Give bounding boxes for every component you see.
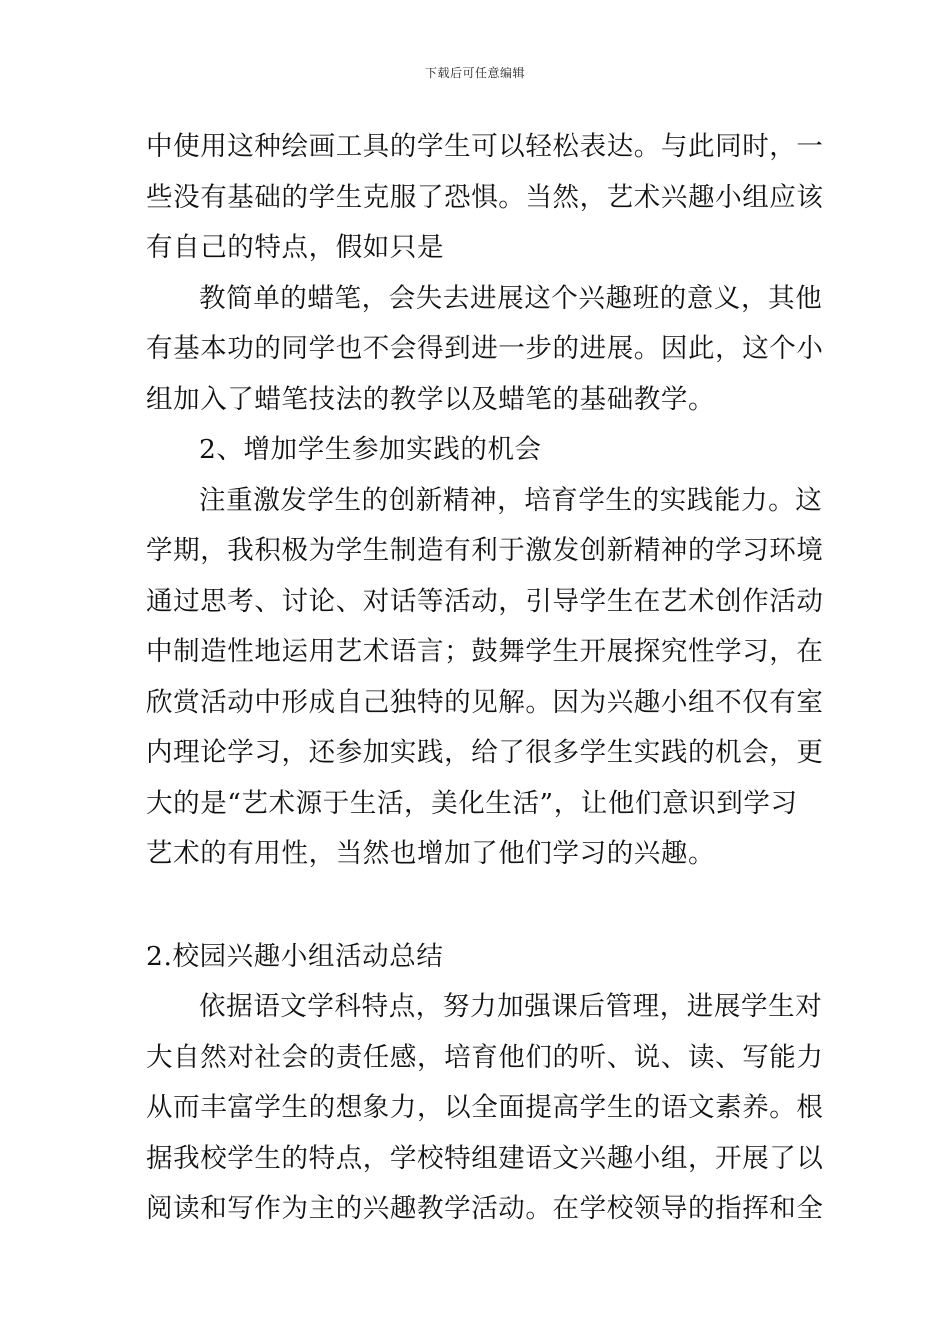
- text-line: 据我校学生的特点，学校特组建语文兴趣小组，开展了以: [146, 1142, 824, 1174]
- text-line: 中使用这种绘画工具的学生可以轻松表达。与此同时，一: [146, 131, 824, 162]
- page-header: 下载后可任意编辑: [424, 66, 525, 80]
- subheading: 2、增加学生参加实践的机会: [199, 434, 542, 465]
- text-line: 教简单的蜡笔，会失去进展这个兴趣班的意义，其他: [199, 282, 823, 314]
- text-line: 欣赏活动中形成自己独特的见解。因为兴趣小组不仅有室: [146, 686, 824, 718]
- text-line: 学期，我积极为学生制造有利于激发创新精神的学习环境: [146, 535, 824, 566]
- text-line: 内理论学习，还参加实践，给了很多学生实践的机会，更: [146, 737, 824, 768]
- text-line: 依据语文学科特点，努力加强课后管理，进展学生对: [199, 991, 823, 1022]
- text-line: 通过思考、讨论、对话等活动，引导学生在艺术创作活动: [146, 585, 824, 617]
- paragraph-1: [146, 122, 824, 274]
- text-line: 有自己的特点，假如只是: [146, 232, 445, 263]
- paragraph-3: [146, 476, 824, 880]
- section-heading: 2.校园兴趣小组活动总结: [146, 940, 444, 972]
- document-body: [146, 122, 824, 1235]
- text-line: 从而丰富学生的想象力，以全面提高学生的语文素养。根: [146, 1092, 824, 1123]
- paragraph-2: [146, 274, 824, 426]
- text-line: 大的是“艺术源于生活，美化生活”，让他们意识到学习: [146, 787, 798, 819]
- paragraph-4: [146, 982, 824, 1235]
- text-line: 注重激发学生的创新精神，培育学生的实践能力。这: [199, 484, 823, 516]
- text-line: 组加入了蜡笔技法的教学以及蜡笔的基础教学。: [146, 383, 716, 415]
- text-line: 艺术的有用性，当然也增加了他们学习的兴趣。: [146, 838, 716, 869]
- text-line: 有基本功的同学也不会得到进一步的进展。因此，这个小: [146, 333, 824, 364]
- text-line: 阅读和写作为主的兴趣教学活动。在学校领导的指挥和全: [146, 1193, 824, 1224]
- text-line: 些没有基础的学生克服了恐惧。当然，艺术兴趣小组应该: [146, 181, 824, 213]
- text-line: 中制造性地运用艺术语言；鼓舞学生开展探究性学习，在: [146, 636, 824, 667]
- section-spacer: [146, 880, 806, 932]
- text-line: 大自然对社会的责任感，培育他们的听、说、读、写能力: [146, 1041, 824, 1073]
